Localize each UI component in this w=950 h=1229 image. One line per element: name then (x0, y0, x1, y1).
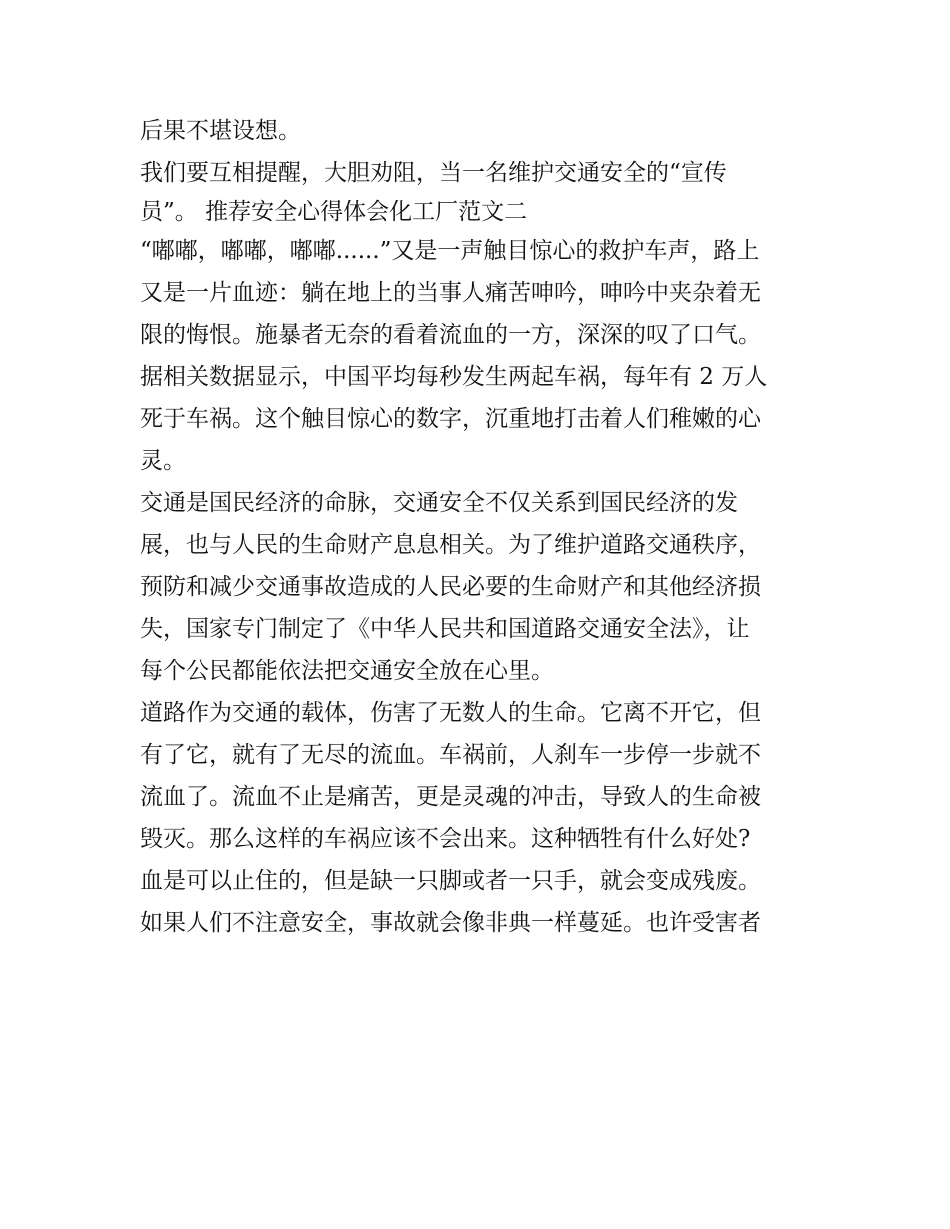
text-line: 血是可以止住的，但是缺一只脚或者一只手，就会变成残废。 (140, 868, 761, 894)
text-line: “嘟嘟，嘟嘟，嘟嘟......”又是一声触目惊心的救护车声，路上 (140, 238, 760, 264)
text-line: 有了它，就有了无尽的流血。车祸前，人刹车一步停一步就不 (140, 742, 761, 768)
text-line: 如果人们不注意安全，事故就会像非典一样蔓延。也许受害者 (140, 910, 761, 936)
text-line: 预防和减少交通事故造成的人民必要的生命财产和其他经济损 (140, 574, 761, 600)
text-line: 我们要互相提醒，大胆劝阻，当一名维护交通安全的“宣传 (140, 160, 727, 186)
document-body (140, 110, 820, 944)
text-line: 每个公民都能依法把交通安全放在心里。 (140, 658, 554, 684)
text-line: 道路作为交通的载体，伤害了无数人的生命。它离不开它，但 (140, 700, 761, 726)
text-line: 后果不堪设想。 (140, 118, 301, 144)
text-line: 展，也与人民的生命财产息息相关。为了维护道路交通秩序， (140, 532, 761, 558)
text-line: 流血了。流血不止是痛苦，更是灵魂的冲击，导致人的生命被 (140, 784, 761, 810)
text-line: 又是一片血迹：躺在地上的当事人痛苦呻吟，呻吟中夹杂着无 (140, 280, 761, 306)
text-line: 灵。 (140, 448, 186, 474)
text-line: 据相关数据显示，中国平均每秒发生两起车祸，每年有 2 万人 (140, 364, 768, 390)
text-line: 限的悔恨。施暴者无奈的看着流血的一方，深深的叹了口气。 (140, 322, 761, 348)
text-line: 交通是国民经济的命脉，交通安全不仅关系到国民经济的发 (140, 490, 738, 516)
text-line: 失，国家专门制定了《中华人民共和国道路交通安全法》，让 (140, 616, 750, 642)
text-line: 死于车祸。这个触目惊心的数字，沉重地打击着人们稚嫩的心 (140, 406, 761, 432)
text-line: 员”。 推荐安全心得体会化工厂范文二 (140, 199, 528, 225)
text-line: 毁灭。那么这样的车祸应该不会出来。这种牺牲有什么好处? (140, 826, 751, 852)
